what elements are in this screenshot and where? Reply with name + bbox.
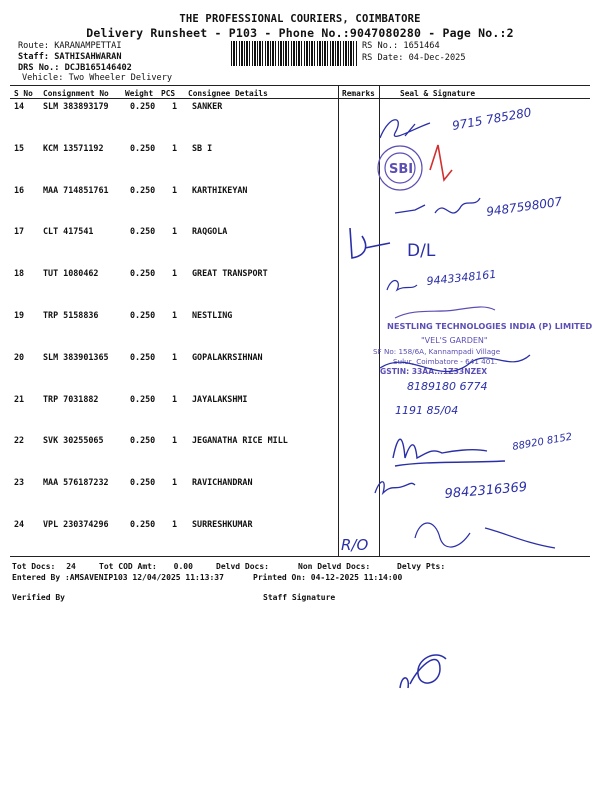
tot-cod-value: 0.00 xyxy=(173,562,193,571)
cell-consignee: JAYALAKSHMI xyxy=(192,393,248,404)
vehicle-line xyxy=(22,73,172,83)
cell-weight: 0.250 xyxy=(130,519,156,529)
cell-pcs: 1 xyxy=(172,142,178,153)
cell-sno: 14 xyxy=(14,101,25,111)
route-value: KARANAMPETTAI xyxy=(54,41,122,51)
col-header-pcs: PCS xyxy=(161,89,176,98)
cell-weight: 0.250 xyxy=(130,226,156,237)
phone-row20: 8189180 6774 xyxy=(407,380,488,393)
cell-consignee: NESTLING xyxy=(192,310,233,320)
signature-row24 xyxy=(415,523,555,548)
cell-weight: 0.250 xyxy=(130,310,156,320)
mark-row21: 1191 85/04 xyxy=(395,404,459,417)
cell-consignment: VPL 230374296 xyxy=(43,519,109,529)
cell-sno: 24 xyxy=(14,519,25,529)
delvd-docs-label: Delvd Docs: xyxy=(216,562,269,571)
cell-consignment: KCM 13571192 xyxy=(43,142,104,153)
signature-row19 xyxy=(395,307,495,318)
rs-no-value: 1651464 xyxy=(403,41,440,51)
cell-weight: 0.250 xyxy=(130,268,156,279)
cell-pcs: 1 xyxy=(172,351,178,362)
col-header-seal: Seal & Signature xyxy=(400,89,476,98)
table-top-rule xyxy=(10,85,590,86)
cell-weight: 0.250 xyxy=(130,477,156,488)
phone-row22: 88920 8152 xyxy=(511,431,574,453)
drs-line xyxy=(18,63,132,73)
company-title: THE PROFESSIONAL COURIERS, COIMBATORE xyxy=(179,13,421,25)
cell-consignee: RAQGOLA xyxy=(192,226,228,237)
signature-row14 xyxy=(380,120,430,138)
cell-sno: 15 xyxy=(14,142,25,153)
cell-consignment: SLM 383893179 xyxy=(43,101,109,111)
rs-date-label: RS Date: xyxy=(362,53,404,63)
rs-no-line xyxy=(362,41,440,51)
signature-row22 xyxy=(393,439,505,466)
cell-consignment: MAA 576187232 xyxy=(43,477,109,488)
cell-weight: 0.250 xyxy=(130,142,156,153)
runsheet-title: Delivery Runsheet - P103 - Phone No.:9047080280 - Page No.:2 xyxy=(86,26,514,40)
cell-weight: 0.250 xyxy=(130,393,156,404)
entered-by: Entered By :AMSAVENIP103 12/04/2025 11:13:37 xyxy=(12,573,224,582)
col-header-remarks: Remarks xyxy=(342,89,375,98)
rs-no-label: RS No.: xyxy=(362,41,399,51)
cell-sno: 18 xyxy=(14,268,25,279)
stamp-nestling-line2: "VEL'S GARDEN" xyxy=(421,336,488,345)
staff-value: SATHISAHWARAN xyxy=(54,52,122,62)
cell-consignment: MAA 714851761 xyxy=(43,184,109,195)
cell-pcs: 1 xyxy=(172,268,178,279)
staff-line xyxy=(18,52,122,62)
cell-sno: 19 xyxy=(14,310,25,320)
cell-consignment: SVK 30255065 xyxy=(43,435,104,446)
cell-sno: 23 xyxy=(14,477,25,488)
phone-row23: 9842316369 xyxy=(444,479,528,502)
col-header-sno: S No xyxy=(14,89,33,98)
cell-consignment: TRP 5158836 xyxy=(43,310,99,320)
col-header-consignee: Consignee Details xyxy=(188,89,268,98)
sbi-stamp-text: SBI xyxy=(389,162,414,177)
cell-weight: 0.250 xyxy=(130,351,156,362)
cell-consignee: RAVICHANDRAN xyxy=(192,477,253,488)
tot-docs-label: Tot Docs: xyxy=(12,562,56,571)
vehicle-label: Vehicle: xyxy=(22,73,64,83)
cell-sno: 21 xyxy=(14,393,25,404)
cell-consignee: GREAT TRANSPORT xyxy=(192,268,268,279)
vehicle-value: Two Wheeler Delivery xyxy=(68,73,173,83)
cell-consignee: SURRESHKUMAR xyxy=(192,519,253,529)
route-line xyxy=(18,41,122,51)
phone-row16: 9487598007 xyxy=(485,194,564,219)
cell-consignee: GOPALAKRSIHNAN xyxy=(192,351,263,362)
cell-consignee: KARTHIKEYAN xyxy=(192,184,248,195)
staff-label: Staff: xyxy=(18,52,50,62)
cell-pcs: 1 xyxy=(172,101,178,111)
stamp-nestling-line4: Sulur, Coimbatore - 641 401. xyxy=(393,357,498,366)
route-label: Route: xyxy=(18,41,50,51)
cell-weight: 0.250 xyxy=(130,184,156,195)
tot-cod-label: Tot COD Amt: xyxy=(99,562,157,571)
signature-row16 xyxy=(395,198,480,213)
stamp-nestling-line1: NESTLING TECHNOLOGIES INDIA (P) LIMITED xyxy=(387,321,593,331)
cell-consignee: SB I xyxy=(192,142,213,153)
cell-consignment: TUT 1080462 xyxy=(43,268,99,279)
signatures-layer xyxy=(335,98,597,560)
cell-consignee: SANKER xyxy=(192,101,223,111)
cell-consignment: CLT 417541 xyxy=(43,226,94,237)
dl-mark-row17: D/L xyxy=(407,241,436,261)
staff-signature-scribble xyxy=(390,640,450,700)
cell-consignment: TRP 7031882 xyxy=(43,393,99,404)
rs-date-line xyxy=(362,53,466,63)
staff-signature-label: Staff Signature xyxy=(263,593,336,602)
drs-value: DCJB165146402 xyxy=(64,63,132,73)
phone-row18: 9443348161 xyxy=(425,267,497,288)
phone-row14: 9715 785280 xyxy=(451,105,533,133)
cell-consignee: JEGANATHA RICE MILL xyxy=(192,435,288,446)
cell-pcs: 1 xyxy=(172,226,178,237)
red-pen-mark xyxy=(430,145,452,180)
cell-pcs: 1 xyxy=(172,310,178,320)
signature-row17 xyxy=(350,228,390,258)
cell-weight: 0.250 xyxy=(130,101,156,111)
signature-row23 xyxy=(375,482,415,493)
cell-pcs: 1 xyxy=(172,477,178,488)
tot-cod xyxy=(99,562,193,571)
col-header-consignment: Consignment No xyxy=(43,89,109,98)
drs-label: DRS No.: xyxy=(18,63,60,73)
signature-row18 xyxy=(387,281,417,290)
cell-pcs: 1 xyxy=(172,435,178,446)
stamp-nestling-line3: SF No: 158/6A, Kannampadi Village xyxy=(373,347,501,356)
barcode-image xyxy=(231,41,357,66)
stamp-nestling-line5: GSTIN: 33AA...1Z33NZEX xyxy=(380,367,488,376)
cell-sno: 17 xyxy=(14,226,25,237)
verified-by: Verified By xyxy=(12,593,65,602)
cell-sno: 22 xyxy=(14,435,25,446)
delvy-pts-label: Delvy Pts: xyxy=(397,562,446,571)
cell-pcs: 1 xyxy=(172,519,178,529)
cell-sno: 20 xyxy=(14,351,25,362)
cell-pcs: 1 xyxy=(172,184,178,195)
non-delvd-docs-label: Non Delvd Docs: xyxy=(298,562,371,571)
cell-pcs: 1 xyxy=(172,393,178,404)
tot-docs-value: 24 xyxy=(66,562,76,571)
cell-weight: 0.250 xyxy=(130,435,156,446)
cell-consignment: SLM 383901365 xyxy=(43,351,109,362)
rs-date-value: 04-Dec-2025 xyxy=(408,53,466,63)
printed-on: Printed On: 04-12-2025 11:14:00 xyxy=(253,573,403,582)
col-header-weight: Weight xyxy=(125,89,154,98)
cell-sno: 16 xyxy=(14,184,25,195)
ro-mark-row24: R/O xyxy=(341,536,369,554)
tot-docs xyxy=(12,562,76,571)
